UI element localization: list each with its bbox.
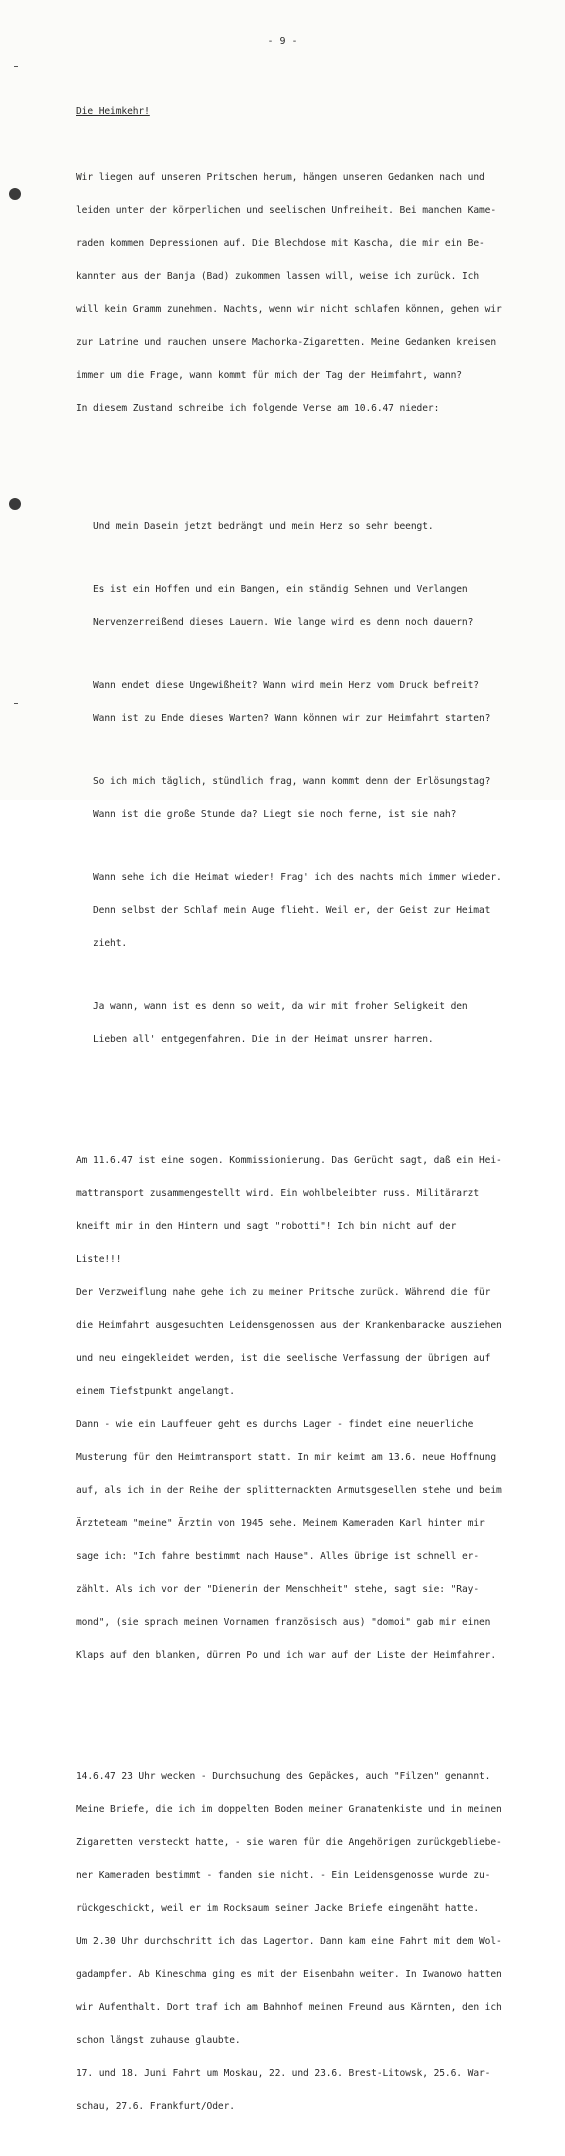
text-line: Der Verzweiflung nahe gehe ich zu meiner Pritsche zurück. Während die für — [76, 1287, 491, 1298]
text-line: einem Tiefstpunkt angelangt. — [76, 1386, 235, 1397]
document-body — [76, 84, 546, 2156]
paragraph-commission — [76, 1133, 546, 1683]
text-line: schon längst zuhause glaubte. — [76, 2035, 241, 2046]
page-number: - 9 - — [267, 36, 298, 47]
poem-line: Wann sehe ich die Heimat wieder! Frag' ich des nachts mich immer wieder. — [93, 872, 502, 883]
text-line: ner Kameraden bestimmt - fanden sie nicht. - Ein Leidensgenosse wurde zu- — [76, 1870, 491, 1881]
text-line: auf, als ich in der Reihe der splitternackten Armutsgesellen stehe und beim — [76, 1485, 502, 1496]
text-line: die Heimfahrt ausgesuchten Leidensgenossen aus der Krankenbaracke ausziehen — [76, 1320, 502, 1331]
poem-line: So ich mich täglich, stündlich frag, wann kommt denn der Erlösungstag? — [93, 776, 491, 787]
poem-line: Lieben all' entgegenfahren. Die in der Heimat unsrer harren. — [93, 1034, 434, 1045]
poem-line: Es ist ein Hoffen und ein Bangen, ein ständig Sehnen und Verlangen — [93, 584, 468, 595]
text-line: gadampfer. Ab Kineschma ging es mit der Eisenbahn weiter. In Iwanowo hatten — [76, 1969, 502, 1980]
text-line: raden kommen Depressionen auf. Die Blechdose mit Kascha, die mir ein Be- — [76, 238, 485, 249]
text-line: Klaps auf den blanken, dürren Po und ich war auf der Liste der Heimfahrer. — [76, 1650, 497, 1661]
text-line: Musterung für den Heimtransport statt. In mir keimt am 13.6. neue Hoffnung — [76, 1452, 497, 1463]
text-line: zur Latrine und rauchen unsere Machorka-Zigaretten. Meine Gedanken kreisen — [76, 337, 497, 348]
text-line: will kein Gramm zunehmen. Nachts, wenn wir nicht schlafen können, gehen wir — [76, 304, 502, 315]
text-line: kannter aus der Banja (Bad) zukommen lassen will, weise ich zurück. Ich — [76, 271, 479, 282]
text-line: Dann - wie ein Lauffeuer geht es durchs Lager - findet eine neuerliche — [76, 1419, 474, 1430]
text-line: Wir liegen auf unseren Pritschen herum, hängen unseren Gedanken nach und — [76, 172, 485, 183]
text-line: wir Aufenthalt. Dort traf ich am Bahnhof meinen Freund aus Kärnten, den ich — [76, 2002, 502, 2013]
poem-line: Nervenzerreißend dieses Lauern. Wie lange wird es denn noch dauern? — [93, 617, 474, 628]
text-line: kneift mir in den Hintern und sagt "robotti"! Ich bin nicht auf der — [76, 1221, 457, 1232]
punch-hole-bottom — [9, 498, 21, 510]
poem-line: Wann ist zu Ende dieses Warten? Wann können wir zur Heimfahrt starten? — [93, 713, 491, 724]
text-line: rückgeschickt, weil er im Rocksaum seiner Jacke Briefe eingenäht hatte. — [76, 1903, 479, 1914]
section-title: Die Heimkehr! — [76, 106, 150, 117]
poem-line: Ja wann, wann ist es denn so weit, da wir mit froher Seligkeit den — [93, 1001, 468, 1012]
text-line: Zigaretten versteckt hatte, - sie waren für die Angehörigen zurückgebliebe- — [76, 1837, 502, 1848]
punch-hole-top — [9, 188, 21, 200]
text-line: immer um die Frage, wann kommt für mich der Tag der Heimfahrt, wann? — [76, 370, 462, 381]
poem-line: Denn selbst der Schlaf mein Auge flieht. Weil er, der Geist zur Heimat — [93, 905, 491, 916]
text-line: mattransport zusammengestellt wird. Ein wohlbeleibter russ. Militärarzt — [76, 1188, 479, 1199]
text-line: mond", (sie sprach meinen Vornamen französisch aus) "domoi" gab mir einen — [76, 1617, 491, 1628]
text-line: Am 11.6.47 ist eine sogen. Kommissionierung. Das Gerücht sagt, daß ein Hei- — [76, 1155, 502, 1166]
margin-mark — [14, 66, 18, 67]
text-line: Meine Briefe, die ich im doppelten Boden meiner Granatenkiste und in meinen — [76, 1804, 502, 1815]
text-line: leiden unter der körperlichen und seelischen Unfreiheit. Bei manchen Kame- — [76, 205, 497, 216]
text-line: In diesem Zustand schreibe ich folgende Verse am 10.6.47 nieder: — [76, 403, 440, 414]
text-line: Liste!!! — [76, 1254, 122, 1265]
text-line: Um 2.30 Uhr durchschritt ich das Lagertor. Dann kam eine Fahrt mit dem Wol- — [76, 1936, 502, 1947]
poem-line: Wann endet diese Ungewißheit? Wann wird mein Herz vom Druck befreit? — [93, 680, 479, 691]
poem-line: zieht. — [93, 938, 128, 949]
text-line: sage ich: "Ich fahre bestimmt nach Hause". Alles übrige ist schnell er- — [76, 1551, 479, 1562]
poem — [76, 499, 546, 1067]
paragraph-departure — [76, 1749, 546, 2134]
text-line: zählt. Als ich vor der "Dienerin der Menschheit" stehe, sagt sie: "Ray- — [76, 1584, 479, 1595]
text-line: Ärzteteam "meine" Ärztin von 1945 sehe. Meinem Kameraden Karl hinter mir — [76, 1518, 485, 1529]
text-line: 14.6.47 23 Uhr wecken - Durchsuchung des Gepäckes, auch "Filzen" genannt. — [76, 1771, 491, 1782]
poem-line: Und mein Dasein jetzt bedrängt und mein Herz so sehr beengt. — [93, 521, 434, 532]
intro-paragraph — [76, 150, 546, 436]
text-line: 17. und 18. Juni Fahrt um Moskau, 22. und 23.6. Brest-Litowsk, 25.6. War- — [76, 2068, 491, 2079]
poem-line: Wann ist die große Stunde da? Liegt sie noch ferne, ist sie nah? — [93, 809, 457, 820]
margin-mark — [14, 703, 18, 704]
text-line: und neu eingekleidet werden, ist die seelische Verfassung der übrigen auf — [76, 1353, 491, 1364]
text-line: schau, 27.6. Frankfurt/Oder. — [76, 2101, 235, 2112]
